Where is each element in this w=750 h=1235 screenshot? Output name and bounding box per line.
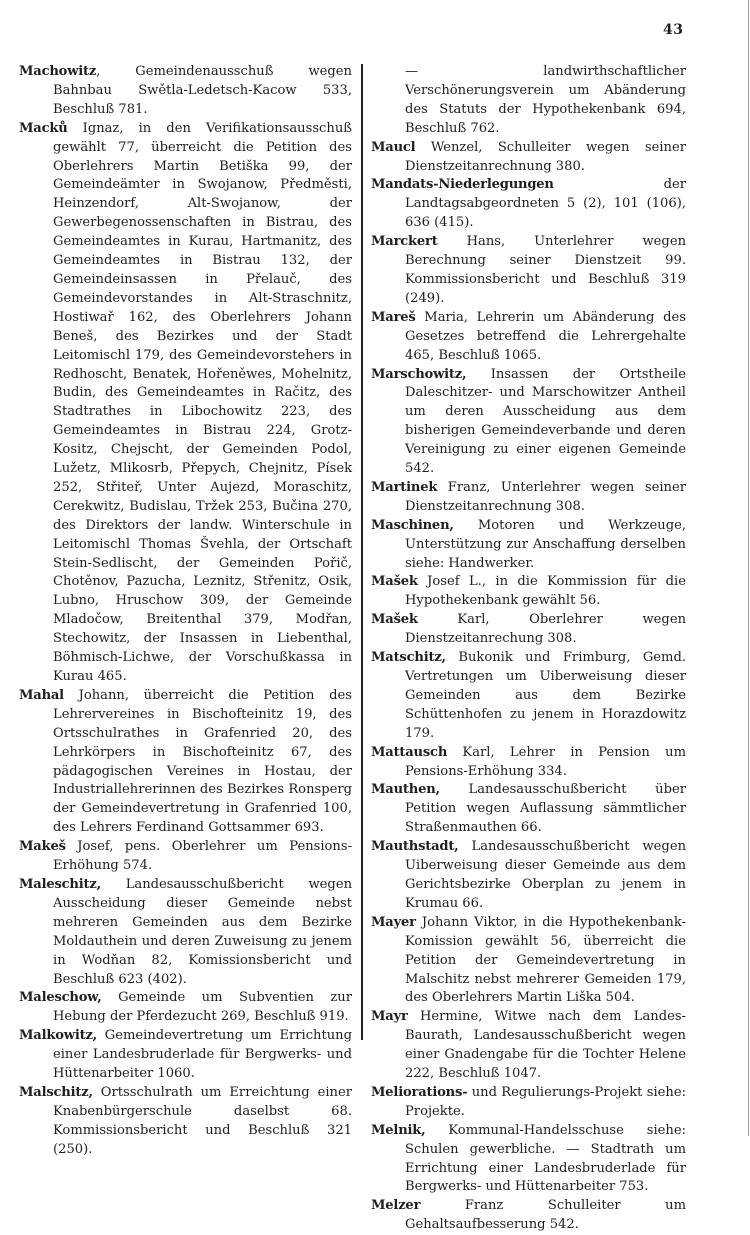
index-entry: [371, 479, 686, 517]
index-entry: [371, 1008, 686, 1084]
entry-text: Wenzel, Schulleiter wegen seiner Dienstzeitanrechnung 380.: [405, 139, 686, 174]
index-entry: [19, 63, 352, 120]
index-entry: [371, 233, 686, 309]
index-entry: [19, 876, 352, 989]
column-divider: [361, 64, 363, 1040]
entry-text: Landesausschußbericht über Petition wegen Auflassung sämmtlicher Straßenmauthen 66.: [405, 782, 686, 836]
index-entry: [19, 838, 352, 876]
entry-headword: Martinek: [371, 479, 438, 495]
index-entry: [19, 1084, 352, 1160]
entry-text: Gemeinde um Subventien zur Hebung der Pferdezucht 269, Beschluß 919.: [53, 990, 352, 1025]
entry-text: Motoren und Werkzeuge, Unterstützung zur Anschaffung derselben siehe: Handwerker.: [405, 517, 686, 571]
entry-text: Hermine, Witwe nach dem Landes-Baurath, Landesausschußbericht wegen einer Gnadengabe für die Tochter Helene 222, Beschluß 1047.: [405, 1009, 686, 1082]
index-entry: [19, 1027, 352, 1084]
index-entry: [371, 139, 686, 177]
entry-text: Landesausschußbericht wegen Uiberweisung dieser Gemeinde aus dem Gerichtsbezirke Oberplan zu jenem in Krumau 66.: [405, 839, 686, 911]
entry-text: Josef L., in die Kommission für die Hypothekenbank gewählt 56.: [405, 574, 686, 609]
entry-headword: Maschinen,: [371, 517, 454, 533]
entry-headword: Malschitz,: [19, 1084, 93, 1100]
page-edge: [748, 0, 749, 1136]
index-entry: [371, 744, 686, 782]
entry-headword: Marschowitz,: [371, 366, 467, 382]
index-entry: [371, 649, 686, 744]
entry-headword: Machowitz: [19, 64, 97, 79]
entry-headword: Maleschow,: [19, 990, 102, 1006]
entry-headword: Melzer: [371, 1198, 421, 1214]
entry-headword: Mandats-Niederlegungen: [371, 177, 554, 193]
entry-text: Maria, Lehrerin um Abänderung des Gesetzes betreffend die Lehrergehalte 465, Beschluß 1065.: [405, 309, 686, 363]
entry-text: Ortsschulrath um Erreichtung einer Knabenbürgerschule daselbst 68. Kommissionsbericht und Beschluß 321 (250).: [53, 1084, 352, 1157]
index-entry: [19, 989, 352, 1027]
entry-headword: Mayer: [371, 914, 416, 930]
entry-text: Ignaz, in den Verifikationsausschuß gewählt 77, überreicht die Petition des Oberlehrers Martin Betiška 99, der Gemeindeämter in Swojanow, Předměsti, Heinzendorf, Alt-Swojanow, der Gewerbegenossenschaften in Bistrau, des Gemeindeamtes in Kurau, Hartmanitz, des Gemeindeamtes in Bistrau 132, der Gemeindeinsassen in Přelauč, des Gemeindevorstandes in Alt-Straschnitz, Hostiwař 162, des Oberlehrers Johann Beneš, des Bezirkes und der Stadt Leitomischl 179, des Gemeindevorstehers in Redhoscht, Benatek, Hořeněwes, Mohelnitz, Budin, des Gemeindeamtes in Račitz, des Stadtrathes in Libochowitz 223, des Gemeindeamtes in Bistrau 224, Grotz-Kositz, Chejscht, der Gemeinden Podol, Lužetz, Mlikosrb, Přepych, Chejnitz, Písek 252, Střiteř, Unter Aujezd, Moraschitz, Cerekwitz, Budislau, Tržek 253, Bučina 270, des Direktors der landw. Winterschule in Leitomischl Thomas Švehla, der Ortschaft Stein-Sedlischt, der Gemeinden Pořič, Chotěnov, Pazucha, Leznitz, Střenitz, Osik, Lubno, Hruschow 309, der Gemeinde Mladočow, Breitenthal 379, Modřan, Stechowitz, der Insassen in Liebenthal, Böhmisch-Lichwe, der Vorschußkassa in Kurau 465.: [53, 120, 352, 684]
entry-headword: Mayr: [371, 1009, 408, 1025]
entry-text: Franz Schulleiter um Gehaltsaufbesserung 542.: [405, 1198, 686, 1233]
entry-headword: Mattausch: [371, 744, 448, 760]
entry-headword: Mašek: [371, 574, 418, 590]
entry-headword: Mahal: [19, 687, 64, 703]
index-entry: [371, 176, 686, 233]
entry-headword: Mareš: [371, 309, 416, 325]
entry-text: Karl, Oberlehrer wegen Dienstzeitanrechung 308.: [405, 612, 686, 647]
index-entry: [371, 309, 686, 366]
index-entry-continuation: [371, 63, 686, 139]
entry-text: Landesausschußbericht wegen Ausscheidung dieser Gemeinde nebst mehreren Gemeinden aus dem Bezirke Moldauthein und deren Zuweisung zu jenem in Wodňan 82, Komissionsbericht und Beschluß 623 (402).: [53, 876, 352, 987]
entry-text: Hans, Unterlehrer wegen Berechnung seiner Dienstzeit 99. Kommissionsbericht und Beschluß 319 (249).: [405, 234, 686, 306]
entry-text: Johann, überreicht die Petition des Lehrervereines in Bischofteinitz 19, des Ortsschulrathes in Grafenried 20, des Lehrkörpers in Bischofteinitz 67, des pädagogischen Vereines in Hostau, der Industriallehrerinnen des Bezirkes Ronsperg der Gemeindevertretung in Grafenried 100, des Lehrers Ferdinand Gottsammer 693.: [53, 687, 352, 836]
entry-headword: Marckert: [371, 234, 438, 250]
index-entry: [371, 781, 686, 838]
entry-headword: Malkowitz,: [19, 1028, 98, 1044]
entry-headword: Macků: [19, 120, 68, 136]
entry-text: Karl, Lehrer in Pension um Pensions-Erhöhung 334.: [405, 744, 686, 779]
entry-headword: Mašek: [371, 612, 418, 628]
entry-text: Franz, Unterlehrer wegen seiner Dienstzeitanrechnung 308.: [405, 479, 686, 514]
entry-text: Gemeindevertretung um Errichtung einer Landesbruderlade für Bergwerks- und Hüttenarbeiter 1060.: [53, 1028, 352, 1082]
index-entry: [371, 1197, 686, 1235]
index-column-left: [19, 63, 352, 1160]
index-entry: [371, 838, 686, 914]
entry-text: Kommunal-Handelsschuse siehe: Schulen gewerbliche. — Stadtrath um Errichtung einer Landesbruderlade für Bergwerks- und Hüttenarbeiter 753.: [405, 1122, 686, 1195]
entry-text: Johann Viktor, in die Hypothekenbank-Komission gewählt 56, überreicht die Petition der Gemeindevertretung in Malschitz nebst mehrerer Gemeiden 179, des Oberlehrers Martin Liška 504.: [405, 914, 686, 1006]
index-entry: [19, 687, 352, 838]
entry-headword: Matschitz,: [371, 650, 446, 666]
entry-text: Bukonik und Frimburg, Gemd. Vertretungen um Uiberweisung dieser Gemeinden aus dem Bezirke Schüttenhofen zu jenem in Horazdowitz 179.: [405, 650, 686, 741]
index-entry: [19, 120, 352, 687]
index-entry: [371, 914, 686, 1009]
entry-headword: Makeš: [19, 839, 66, 855]
entry-headword: Melnik,: [371, 1122, 426, 1138]
entry-headword: Maleschitz,: [19, 876, 101, 892]
index-entry: [371, 573, 686, 611]
entry-text: Insassen der Ortstheile Daleschitzer- und Marschowitzer Antheil um deren Ausscheidung aus dem bisherigen Gemeindeverbande und deren Vereinigung zu einer eigenen Gemeinde 542.: [405, 366, 686, 477]
entry-text: — landwirthschaftlicher Verschönerungsverein um Abänderung des Statuts der Hypothekenbank 694, Beschluß 762.: [405, 64, 686, 136]
entry-headword: Maucl: [371, 139, 416, 155]
entry-text: , Gemeindenausschuß wegen Bahnbau Swětla-Ledetsch-Kacow 533, Beschluß 781.: [53, 64, 352, 117]
entry-headword: Meliorations-: [371, 1084, 468, 1100]
entry-text: der Landtagsabgeordneten 5 (2), 101 (106), 636 (415).: [405, 177, 686, 231]
entry-text: und Regulierungs-Projekt siehe: Projekte.: [405, 1084, 686, 1119]
index-column-right: [371, 63, 686, 1235]
entry-text: Josef, pens. Oberlehrer um Pensions-Erhöhung 574.: [53, 839, 352, 874]
index-entry: [371, 1122, 686, 1198]
index-entry: [371, 1084, 686, 1122]
page-number: 43: [663, 22, 684, 38]
index-entry: [371, 611, 686, 649]
index-entry: [371, 366, 686, 479]
entry-headword: Mauthen,: [371, 782, 440, 798]
entry-headword: Mauthstadt,: [371, 839, 459, 855]
index-entry: [371, 517, 686, 574]
